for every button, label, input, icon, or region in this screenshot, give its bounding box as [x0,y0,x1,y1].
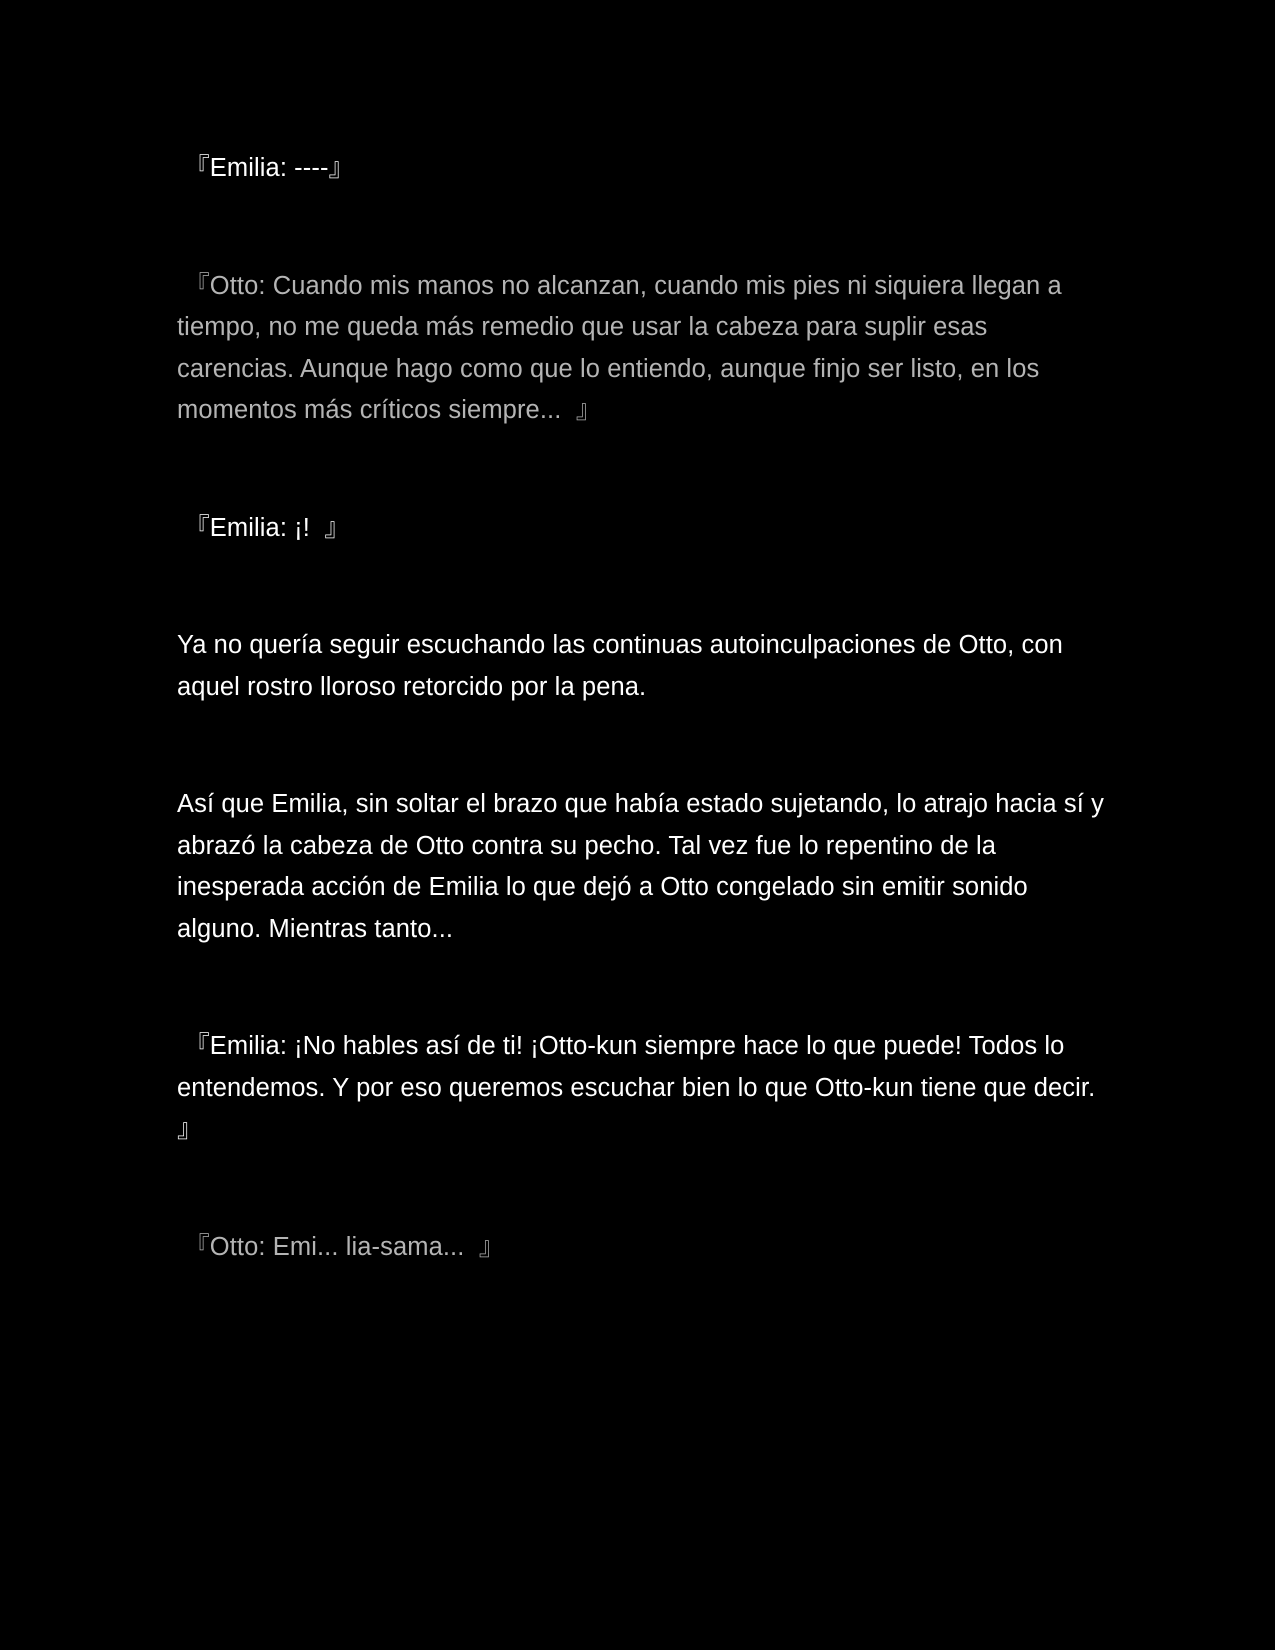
dialogue-otto-2: 『Otto: Emi... lia-sama... 』 [177,1232,505,1261]
dialogue-emilia-1: 『Emilia: ----』 [177,154,355,182]
narration-paragraph-2: Así que Emilia, sin soltar el brazo que había estado sujetando, lo atrajo hacia sí y abrazó la cabeza de Otto contra su pecho. Tal vez fue lo repentino de la inesperada acción de Emilia lo que dejó a Otto congelado sin emitir sonido alguno. Mientras tanto... [177,790,1112,943]
dialogue-otto-1: 『Otto: Cuando mis manos no alcanzan, cuando mis pies ni siquiera llegan a tiempo, no me queda más remedio que usar la cabeza para suplir esas carencias. Aunque hago como que lo entiendo, aunque finjo ser listo, en los momentos más críticos siempre... 』 [177,271,1069,424]
document-page [177,148,1112,1268]
dialogue-emilia-3: 『Emilia: ¡No hables así de ti! ¡Otto-kun siempre hace lo que puede! Todos lo entendemos. Y por eso queremos escuchar bien lo que Otto-kun tiene que decir. 』 [177,1032,1110,1143]
narration-paragraph-1: Ya no quería seguir escuchando las continuas autoinculpaciones de Otto, con aquel rostro lloroso retorcido por la pena. [177,631,1071,701]
dialogue-emilia-2: 『Emilia: ¡! 』 [177,513,350,542]
